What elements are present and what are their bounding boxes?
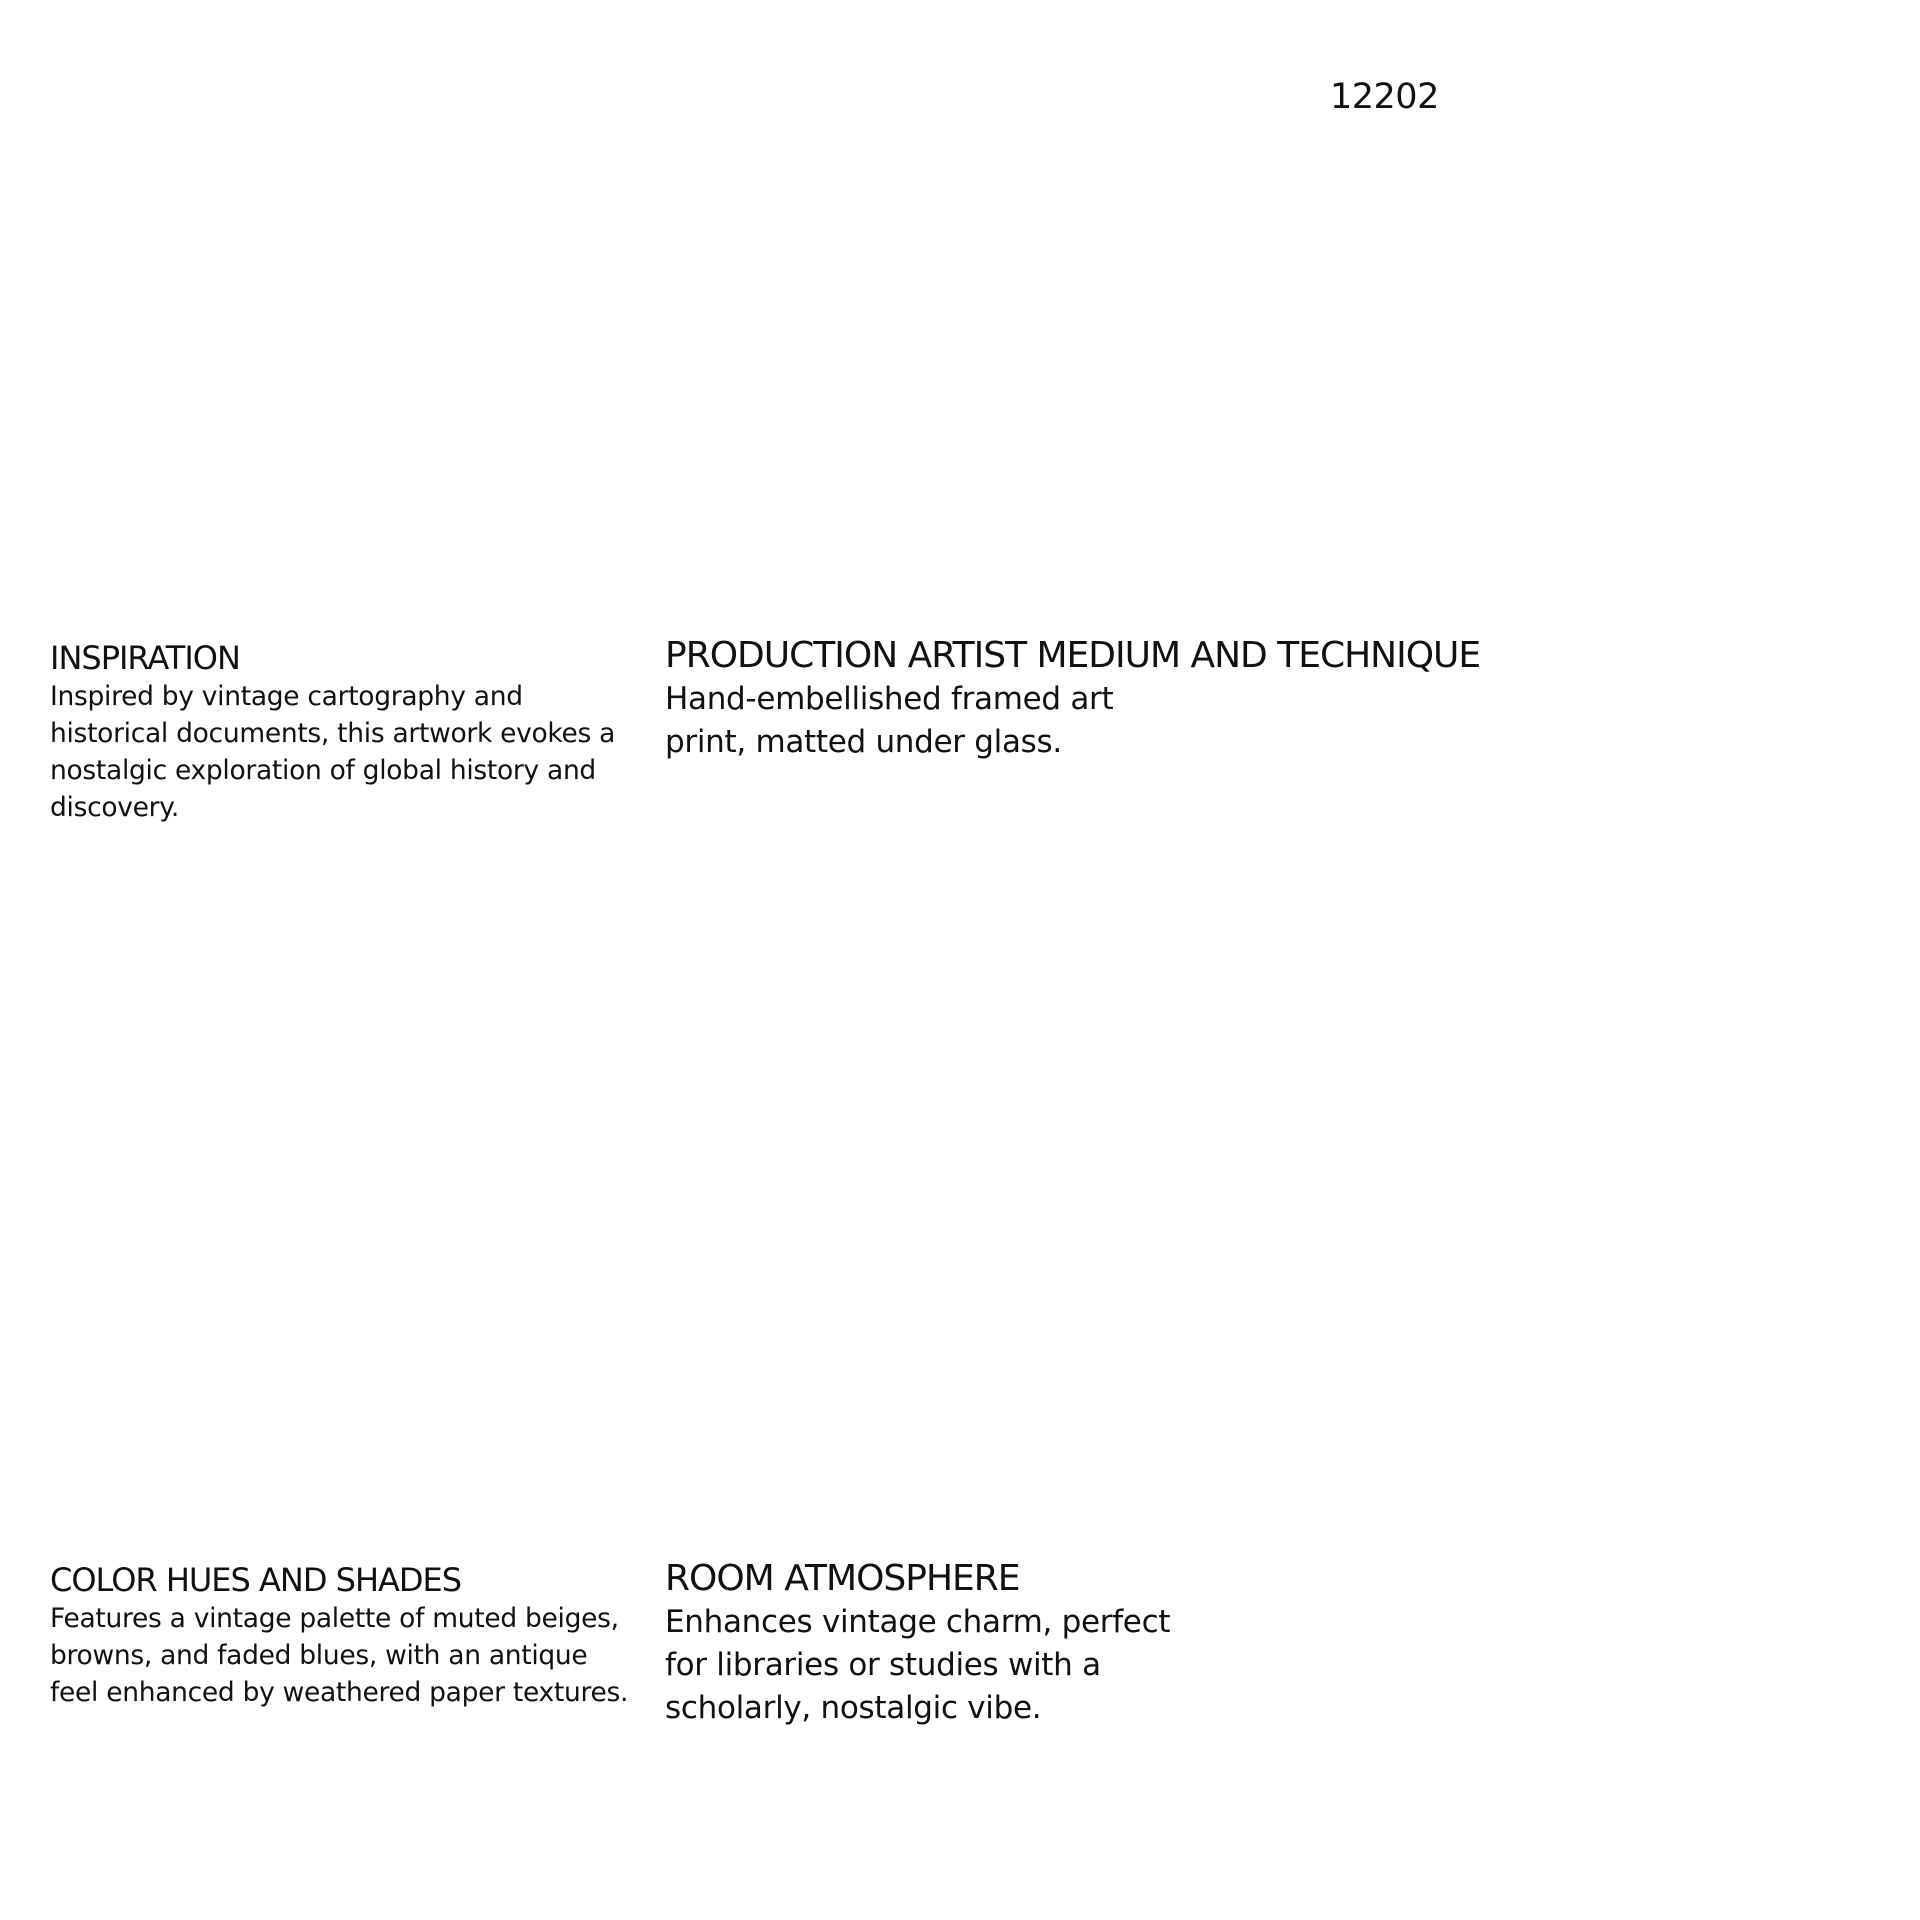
color-body: Features a vintage palette of muted beiges, browns, and faded blues, with an antique feel enhanced by weathered paper textures. xyxy=(50,1603,629,1708)
production-section xyxy=(665,634,1545,764)
color-heading: COLOR HUES AND SHADES xyxy=(50,1561,462,1599)
color-section xyxy=(50,1560,640,1711)
production-heading: PRODUCTION ARTIST MEDIUM AND TECHNIQUE xyxy=(665,635,1481,676)
room-atmosphere-heading: ROOM ATMOSPHERE xyxy=(665,1558,1020,1599)
room-atmosphere-body: Enhances vintage charm, perfect for libraries or studies with a scholarly, nostalgic vibe. xyxy=(665,1604,1171,1726)
room-atmosphere-section xyxy=(665,1557,1205,1730)
production-body: Hand-embellished framed art print, matted under glass. xyxy=(665,681,1114,760)
inspiration-section xyxy=(50,638,640,826)
inspiration-body: Inspired by vintage cartography and historical documents, this artwork evokes a nostalgic exploration of global history and discovery. xyxy=(50,681,616,823)
inspiration-heading: INSPIRATION xyxy=(50,639,240,677)
item-number: 12202 xyxy=(1330,77,1439,117)
